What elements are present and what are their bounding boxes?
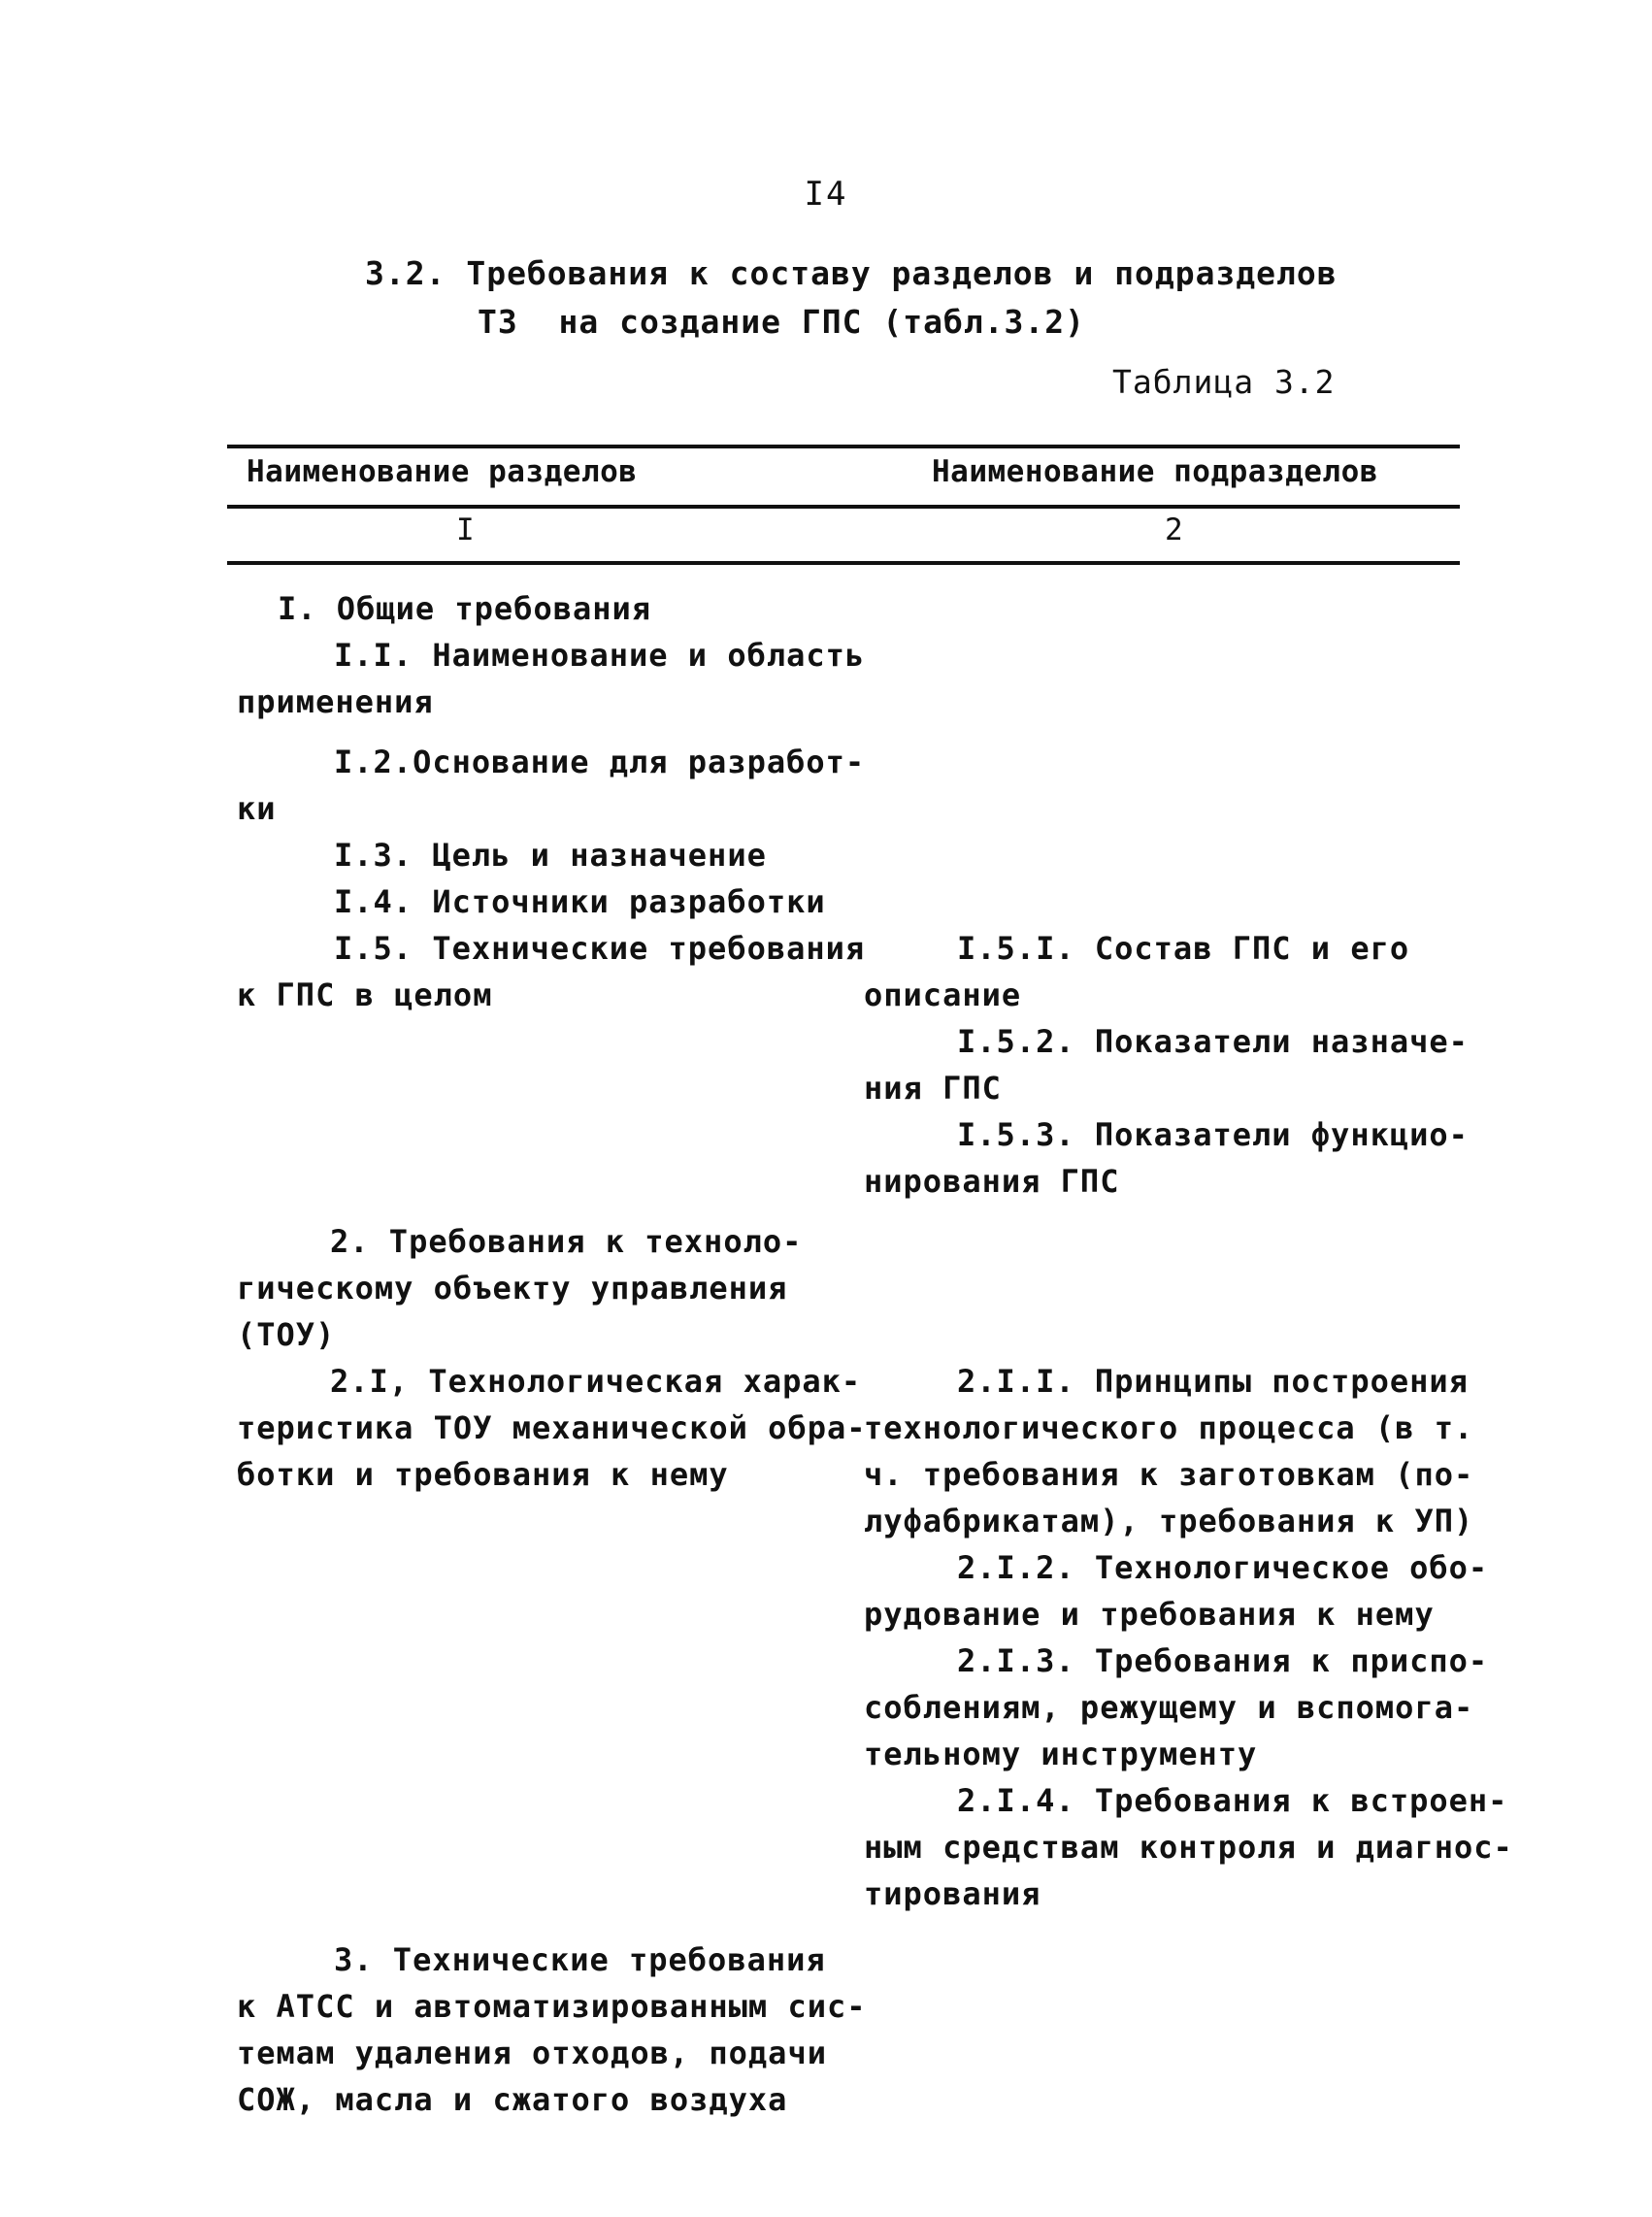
table-row: I.5.3. Показатели функцио- (957, 1116, 1469, 1153)
table-row: ным средствам контроля и диагнос- (864, 1829, 1513, 1866)
table-row: соблениям, режущему и вспомога- (864, 1689, 1474, 1726)
table-numbers-rule (227, 561, 1460, 565)
table-row: I.2.Основание для разработ- (334, 744, 866, 780)
table-row: к ГПС в целом (237, 976, 493, 1013)
table-row: темам удаления отходов, подачи (237, 2035, 827, 2071)
table-row: ботки и требования к нему (237, 1456, 729, 1493)
table-row: нирования ГПС (864, 1163, 1120, 1200)
table-row: 2.I.4. Требования к встроен- (957, 1782, 1508, 1819)
table-row: ч. требования к заготовкам (по- (864, 1456, 1474, 1493)
table-row: гическому объекту управления (237, 1270, 788, 1307)
table-row: СОЖ, масла и сжатого воздуха (237, 2081, 788, 2118)
section-heading-line-2: ТЗ на создание ГПС (табл.3.2) (478, 303, 1086, 341)
table-row: 2.I.3. Требования к приспо- (957, 1642, 1489, 1679)
table-row: технологического процесса (в т. (864, 1409, 1474, 1446)
table-row: (ТОУ) (237, 1316, 336, 1353)
table-row: 2.I, Технологическая харак- (330, 1363, 862, 1400)
table-row: I.5.2. Показатели назначе- (957, 1023, 1469, 1060)
table-row: I.3. Цель и назначение (334, 837, 767, 874)
table-row: к АТСС и автоматизированным сис- (237, 1988, 867, 2025)
table-row: тирования (864, 1875, 1041, 1912)
table-row: применения (237, 683, 434, 720)
column-number-1: I (456, 513, 475, 547)
table-row: рудование и требования к нему (864, 1596, 1435, 1633)
table-row: 3. Технические требования (334, 1941, 826, 1978)
table-row: I.5. Технические требования (334, 930, 866, 967)
column-number-2: 2 (1165, 513, 1183, 547)
table-row: ния ГПС (864, 1070, 1002, 1107)
table-row: ки (237, 790, 277, 827)
page-number: I4 (804, 175, 848, 214)
section-heading-line-1: 3.2. Требования к составу разделов и подразделов (365, 254, 1338, 292)
table-row: 2. Требования к техноло- (330, 1223, 803, 1260)
table-row: 2.I.2. Технологическое обо- (957, 1549, 1489, 1586)
column-header-sections: Наименование разделов (247, 454, 638, 489)
table-row: I. Общие требования (278, 590, 652, 627)
table-top-rule (227, 445, 1460, 448)
table-row: теристика ТОУ механической обра- (237, 1409, 867, 1446)
table-row: тельному инструменту (864, 1736, 1258, 1772)
table-row: описание (864, 976, 1022, 1013)
table-row: I.I. Наименование и область (334, 637, 866, 674)
table-header-rule (227, 505, 1460, 509)
table-row: I.5.I. Состав ГПС и его (957, 930, 1410, 967)
table-row: луфабрикатам), требования к УП) (864, 1503, 1474, 1539)
table-row: 2.I.I. Принципы построения (957, 1363, 1469, 1400)
table-label: Таблица 3.2 (1112, 363, 1336, 401)
table-row: I.4. Источники разработки (334, 883, 826, 920)
column-header-subsections: Наименование подразделов (932, 454, 1378, 489)
